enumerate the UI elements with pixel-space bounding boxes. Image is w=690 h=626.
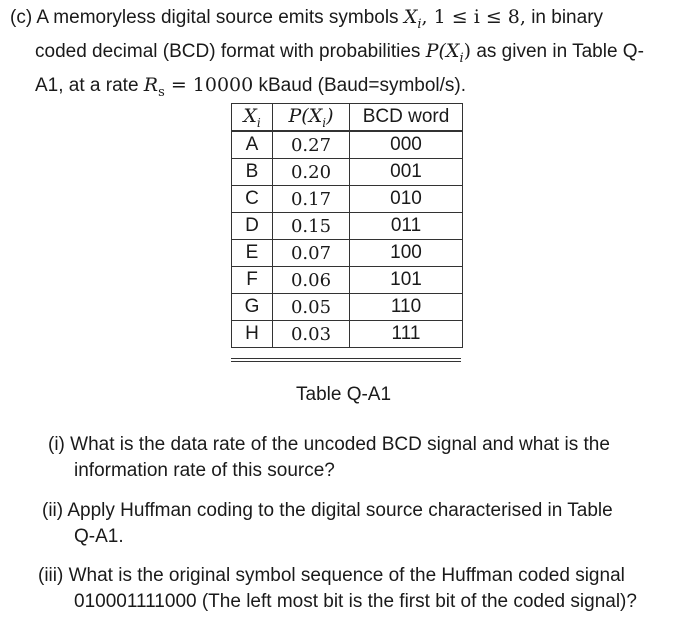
cell-symbol: F [232, 267, 273, 294]
cell-symbol: H [232, 321, 273, 348]
cell-probability: 0.20 [273, 159, 350, 186]
table-caption: Table Q-A1 [296, 384, 392, 405]
intro-text-3b: kBaud (Baud=symbol/s). [253, 74, 467, 96]
question-iii [38, 563, 678, 615]
table-bottom-rule [231, 358, 461, 359]
intro-text-2b: as given in Table Q- [471, 40, 644, 62]
rate-value: = 10000 [164, 73, 254, 96]
intro-text-1b: in binary [525, 7, 604, 28]
table-row [232, 159, 463, 186]
cell-probability: 0.05 [273, 294, 350, 321]
cell-bcd: 101 [350, 267, 463, 294]
table-row [232, 186, 463, 213]
symbol-table-grid [231, 103, 463, 348]
intro-line-2 [10, 38, 686, 72]
cell-symbol: E [232, 240, 273, 267]
table-bottom-rule-double [231, 361, 461, 362]
intro-text-2a: coded decimal (BCD) format with probabilities [35, 40, 426, 62]
cell-symbol: C [232, 186, 273, 213]
question-i [48, 432, 688, 484]
table-row [232, 213, 463, 240]
symbol-x-subscript: i [417, 16, 422, 32]
cell-symbol: A [232, 131, 273, 159]
table-row [232, 267, 463, 294]
question-number: (i) [48, 434, 65, 455]
probability-close: ) [463, 39, 472, 62]
intro-line-1 [10, 4, 686, 38]
intro-line-3 [10, 72, 686, 106]
probability-subscript: i [459, 50, 464, 66]
question-ii-line-2: Q-A1. [74, 526, 124, 547]
cell-symbol: G [232, 294, 273, 321]
table-row [232, 240, 463, 267]
symbol-table [231, 103, 463, 348]
cell-bcd: 011 [350, 213, 463, 240]
cell-bcd: 110 [350, 294, 463, 321]
cell-symbol: B [232, 159, 273, 186]
intro-text-1a: A memoryless digital source emits symbols [36, 7, 404, 28]
rate-math: R [143, 73, 159, 96]
cell-probability: 0.27 [273, 131, 350, 159]
question-text: What is the original symbol sequence of the Huffman coded signal [68, 565, 625, 586]
question-text: What is the data rate of the uncoded BCD signal and what is the [70, 434, 610, 455]
table-row [232, 131, 463, 159]
table-row [232, 321, 463, 348]
header-probability: $P(X_i)$ [273, 104, 350, 132]
probability-math: P(X [425, 39, 460, 62]
question-number: (ii) [42, 500, 64, 521]
intro-paragraph [10, 4, 686, 105]
question-iii-line-1 [38, 563, 678, 589]
question-i-line-1 [48, 432, 688, 458]
index-range-math: , 1 ≤ i ≤ 8, [421, 6, 526, 28]
question-text: Apply Huffman coding to the digital source characterised in Table [67, 500, 613, 521]
rate-subscript: s [158, 84, 165, 100]
cell-bcd: 100 [350, 240, 463, 267]
question-i-line-2: information rate of this source? [74, 460, 335, 481]
intro-text-3a: A1, at a rate [35, 74, 144, 96]
cell-probability: 0.06 [273, 267, 350, 294]
cell-bcd: 111 [350, 321, 463, 348]
table-header-row [232, 104, 463, 132]
table-row [232, 294, 463, 321]
question-number: (iii) [38, 565, 64, 586]
cell-probability: 0.07 [273, 240, 350, 267]
cell-probability: 0.03 [273, 321, 350, 348]
cell-bcd: 010 [350, 186, 463, 213]
cell-probability: 0.15 [273, 213, 350, 240]
question-ii [42, 498, 682, 550]
part-label: (c) [10, 7, 33, 28]
question-iii-line-2: 010001111000 (The left most bit is the first bit of the coded signal)? [74, 591, 637, 612]
cell-symbol: D [232, 213, 273, 240]
header-symbol: $X_i$ [232, 104, 273, 132]
symbol-x-math: X [403, 6, 418, 28]
cell-bcd: 001 [350, 159, 463, 186]
question-ii-line-1 [42, 498, 682, 524]
cell-bcd: 000 [350, 131, 463, 159]
cell-probability: 0.17 [273, 186, 350, 213]
header-bcd-word: BCD word [350, 104, 463, 132]
